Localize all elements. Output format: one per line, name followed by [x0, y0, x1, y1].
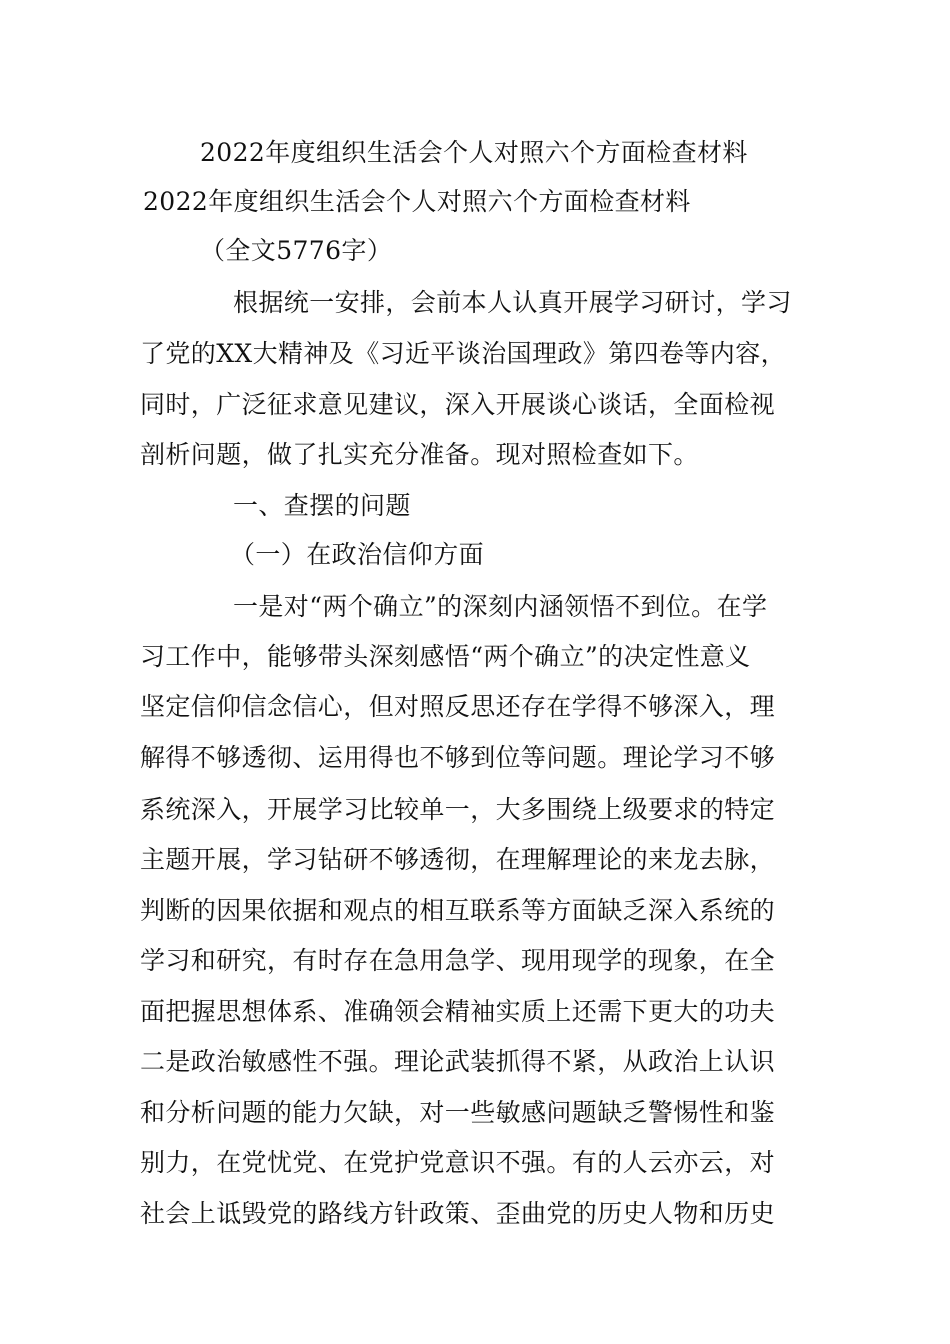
- paragraph-line: 社会上诋毁党的路线方针政策、歪曲党的历史人物和历史: [140, 1199, 776, 1228]
- paragraph-line: 学习和研究，有时存在急用急学、现用现学的现象，在全: [140, 946, 776, 975]
- paragraph-line: 坚定信仰信念信心，但对照反思还存在学得不够深入，理: [140, 692, 776, 721]
- paragraph-line: 别力，在党忧党、在党护党意识不强。有的人云亦云，对: [140, 1148, 776, 1177]
- paragraph-line: 了党的XX大精神及《习近平谈治国理政》第四卷等内容，: [140, 339, 786, 368]
- paragraph-line: 判断的因果依据和观点的相互联系等方面缺乏深入系统的: [140, 896, 776, 925]
- paragraph-line: 一是对“两个确立”的深刻内涵领悟不到位。在学: [233, 592, 768, 621]
- paragraph-line: 解得不够透彻、运用得也不够到位等问题。理论学习不够: [140, 743, 776, 772]
- paragraph-line: 同时，广泛征求意见建议，深入开展谈心谈话，全面检视: [140, 390, 776, 419]
- subsection-heading: （一）在政治信仰方面: [230, 540, 485, 569]
- paragraph-line: 面把握思想体系、准确领会精袖实质上还需下更大的功夫: [140, 997, 776, 1026]
- paragraph-line: 主题开展，学习钻研不够透彻，在理解理论的来龙去脉，: [140, 845, 776, 874]
- paragraph-line: 根据统一安排，会前本人认真开展学习研讨，学习: [233, 288, 792, 317]
- paragraph-line: 系统深入，开展学习比较单一，大多围绕上级要求的特定: [140, 795, 776, 824]
- paragraph-line: 二是政治敏感性不强。理论武装抓得不紧，从政治上认识: [140, 1047, 776, 1076]
- paragraph-line: 习工作中，能够带头深刻感悟“两个确立”的决定性意义: [140, 642, 751, 671]
- document-title-repeat: 2022年度组织生活会个人对照六个方面检查材料: [143, 187, 691, 216]
- section-heading: 一、查摆的问题: [233, 491, 411, 520]
- paragraph-line: 和分析问题的能力欠缺，对一些敏感问题缺乏警惕性和鉴: [140, 1098, 776, 1127]
- paragraph-line: 剖析问题，做了扎实充分准备。现对照检查如下。: [140, 440, 699, 469]
- document-title: 2022年度组织生活会个人对照六个方面检查材料: [200, 138, 748, 167]
- word-count: （全文5776字）: [200, 236, 393, 265]
